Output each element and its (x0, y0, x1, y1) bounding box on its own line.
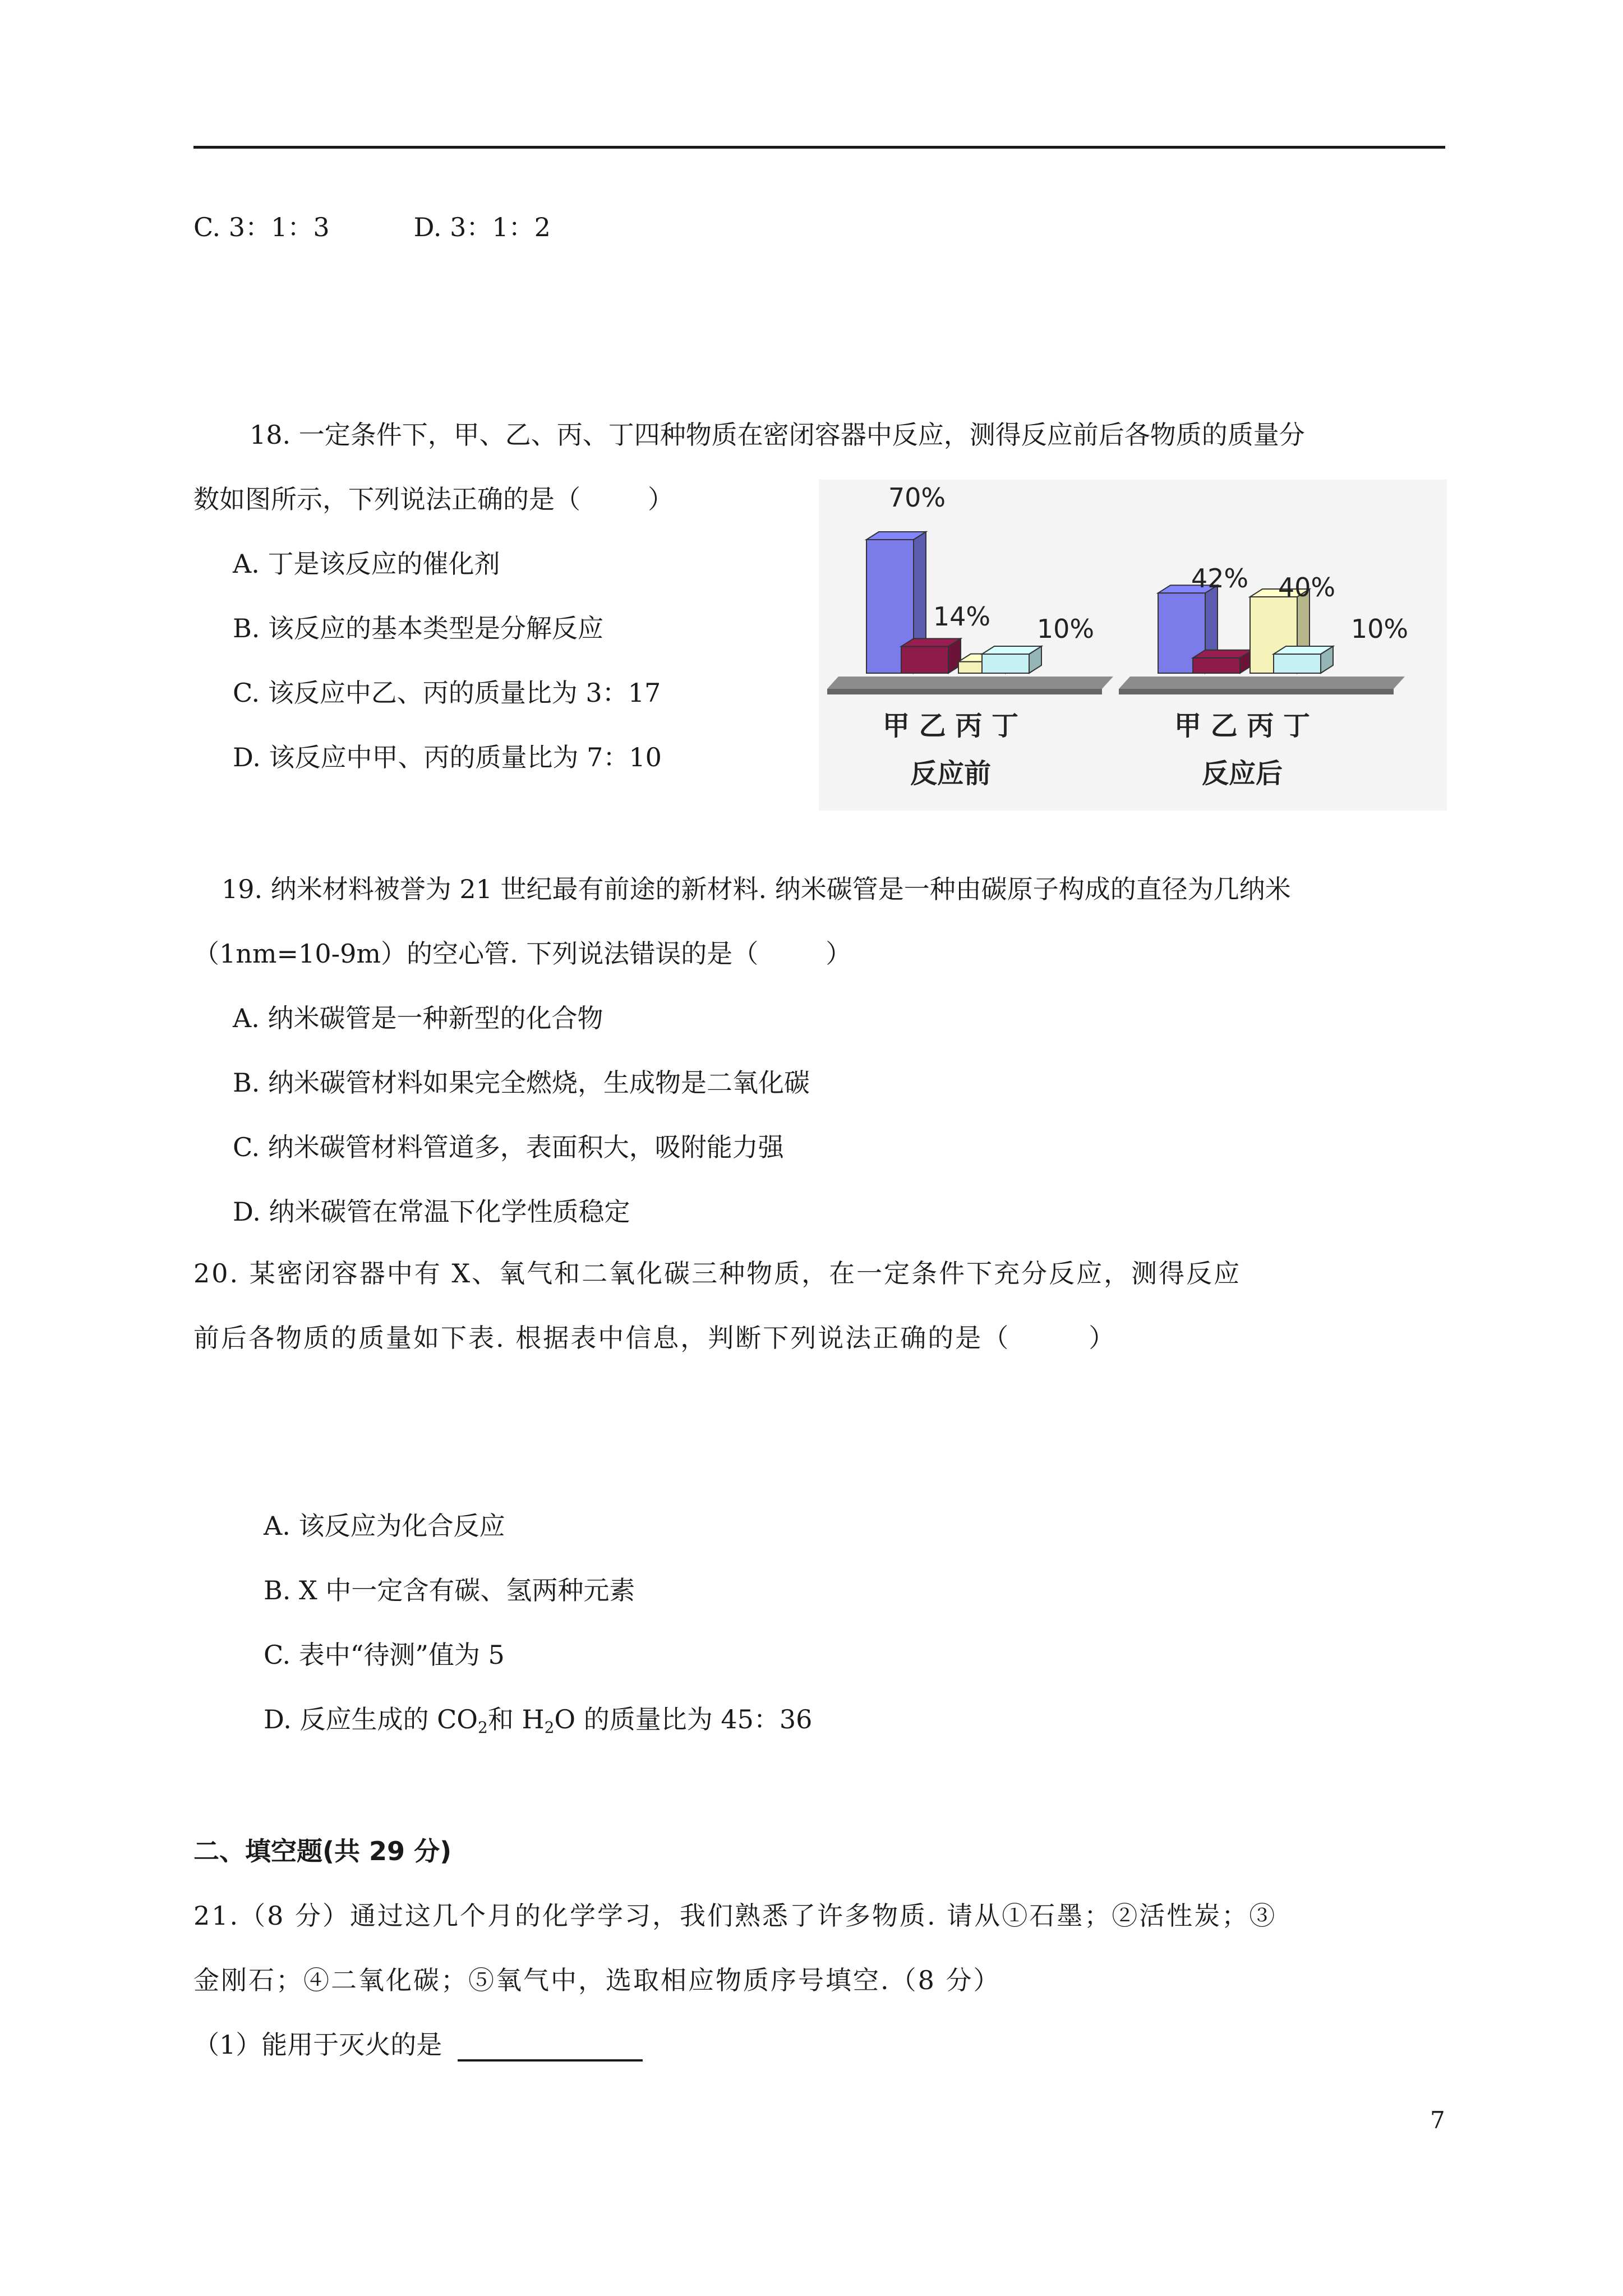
header-rule (193, 146, 1445, 149)
bar-反应前-丁 (982, 646, 1041, 673)
q18-option-c: C. 该反应中乙、丙的质量比为 3：17 (233, 678, 661, 708)
q21-sub1: （1）能用于灭火的是 (193, 2028, 643, 2062)
q18-stem-line2: 数如图所示，下列说法正确的是（ ） (193, 484, 674, 514)
q20-option-a: A. 该反应为化合反应 (264, 1511, 505, 1541)
chart-floor (1119, 677, 1405, 689)
q19-stem-line2: （1nm=10-9m）的空心管. 下列说法错误的是（ ） (193, 938, 852, 969)
q19-option-b: B. 纳米碳管材料如果完全燃烧，生成物是二氧化碳 (233, 1068, 810, 1098)
bar-front (1193, 658, 1240, 673)
q20-stem-line1: 20. 某密闭容器中有 X、氧气和二氧化碳三种物质，在一定条件下充分反应，测得反应 (193, 1258, 1242, 1289)
chart-floor-edge (827, 689, 1102, 694)
q20-option-d: D. 反应生成的 $CO_2$和 $H_2O$ 的质量比为 45：36 (264, 1704, 813, 1737)
data-label: 40% (1278, 572, 1336, 602)
chart-floor (827, 677, 1113, 689)
bar-反应后-乙 (1193, 650, 1252, 673)
q21-stem-line1: 21.（8 分）通过这几个月的化学学习，我们熟悉了许多物质. 请从①石墨；②活性炭；③ (193, 1901, 1277, 1931)
answer-blank[interactable] (458, 2032, 643, 2062)
q21-stem-line2: 金刚石；④二氧化碳；⑤氧气中，选取相应物质序号填空.（8 分） (193, 1965, 1001, 1995)
category-tick-labels: 甲 乙 丙 丁 (882, 710, 1019, 742)
chart-floor-edge (1119, 689, 1394, 694)
q20-option-b: B. X 中一定含有碳、氢两种元素 (264, 1575, 635, 1605)
page-number: 7 (1430, 2106, 1445, 2134)
q18-stem-line1: 18. 一定条件下，甲、乙、丙、丁四种物质在密闭容器中反应，测得反应前后各物质的质量分 (250, 420, 1305, 450)
q19-option-d: D. 纳米碳管在常温下化学性质稳定 (233, 1197, 630, 1227)
bar-反应前-乙 (901, 638, 961, 673)
group-label: 反应前 (910, 758, 992, 789)
q20-option-c: C. 表中“待测”值为 5 (264, 1640, 505, 1670)
section-heading: 二、填空题(共 29 分) (193, 1836, 452, 1866)
q19-option-c: C. 纳米碳管材料管道多，表面积大，吸附能力强 (233, 1132, 784, 1162)
data-label: 10% (1036, 614, 1095, 644)
q19-option-a: A. 纳米碳管是一种新型的化合物 (233, 1003, 603, 1033)
category-tick-labels: 甲 乙 丙 丁 (1174, 710, 1311, 742)
q17-options-cd (193, 210, 551, 244)
data-label: 14% (933, 601, 991, 632)
q20-stem-line2: 前后各物质的质量如下表. 根据表中信息，判断下列说法正确的是（ ） (193, 1323, 1117, 1353)
bar-反应后-丁 (1274, 646, 1333, 673)
q19-stem-line1: 19. 纳米材料被誉为 21 世纪最有前途的新材料. 纳米碳管是一种由碳原子构成的直径为几纳米 (222, 874, 1291, 904)
q18-option-a: A. 丁是该反应的催化剂 (233, 549, 500, 579)
data-label: 10% (1350, 614, 1409, 644)
q18-option-d: D. 该反应中甲、丙的质量比为 7：10 (233, 742, 662, 772)
mass-fraction-bar-chart (819, 480, 1447, 811)
bar-front (1274, 654, 1321, 673)
option-d: D. 3：1：2 (413, 212, 551, 242)
data-label: 70% (888, 482, 946, 513)
group-label: 反应后 (1201, 758, 1283, 789)
bar-front (901, 646, 948, 673)
q18-option-b: B. 该反应的基本类型是分解反应 (233, 613, 604, 643)
chart-svg (819, 480, 1447, 811)
option-c: C. 3：1：3 (193, 212, 330, 242)
data-label: 42% (1191, 563, 1249, 593)
bar-front (982, 654, 1029, 673)
